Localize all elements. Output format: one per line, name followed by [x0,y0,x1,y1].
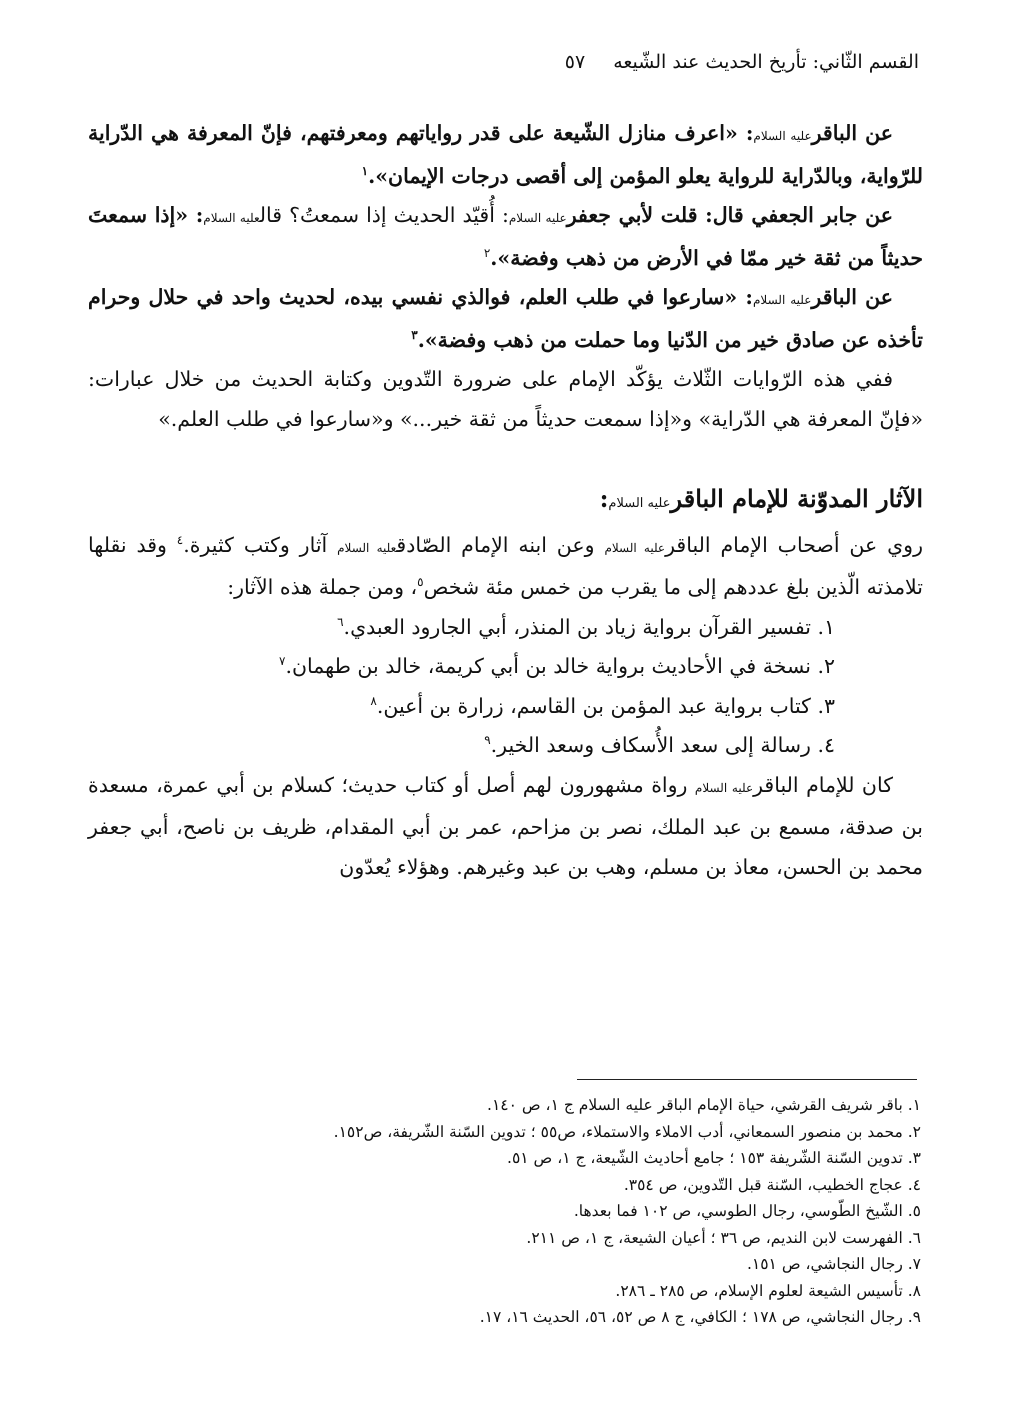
section-heading [88,479,923,524]
list-item-text: ٢. نسخة في الأحاديث برواية خالد بن أبي كريمة، خالد بن طهمان. [285,654,835,678]
footnote-divider [577,1079,917,1080]
list-item [88,608,923,648]
p1-prefix: عن الباقر [811,121,893,145]
header-title: القسم الثّاني: تأريخ الحديث عند الشّيعه [613,51,919,73]
footnote-3: ٣. تدوين السّنة الشّريفة ١٥٣ ؛ جامع أحاديث الشّيعة، ج ١، ص ٥١. [507,1149,921,1167]
list-item [88,647,923,687]
p3-prefix: عن الباقر [811,285,894,309]
footnote-ref-5[interactable]: ٥ [417,575,424,590]
footnote-ref-1[interactable]: ١ [361,163,369,178]
footnote-1: ١. باقر شريف القرشي، حياة الإمام الباقر عليه السلام ج ١، ص ١٤٠. [487,1096,921,1114]
honorific-icon: عليه السلام [608,496,671,511]
section-intro [88,526,923,608]
p1-quote: : «اعرف منازل الشّيعة على قدر رواياتهم ومعرفتهم، فإنّ المعرفة هي الدّراية للرّواية، وبالدّراية للرواية يعلو المؤمن إلى أقصى درجات الإيمان». [88,121,923,188]
footnote-4: ٤. عجاج الخطيب، السّنة قبل التّدوين، ص ٣٥٤. [623,1175,921,1194]
list-item-text: ٤. رسالة إلى سعد الأُسكاف وسعد الخير. [490,733,835,757]
intro-part-d: وقد نقلها تلامذته الّذين بلغ عددهم إلى ما يقرب من خمس مئة شخص [88,532,923,599]
footnote-ref-4[interactable]: ٤ [176,532,184,547]
footnote-ref-6[interactable]: ٦ [337,614,344,629]
paragraph-4: ففي هذه الرّوايات الثّلاث يؤكّد الإمام على ضرورة التّدوين وكتابة الحديث من خلال عبارات: «فإنّ المعرفة هي الدّراية» و«إذا سمعت حديثاً من ثقة خير...» و«سارعوا في طلب العلم.» [88,367,923,431]
honorific-icon: عليه السلام [508,211,567,225]
footnote-6: ٦. الفهرست لابن النديم، ص ٣٦ ؛ أعيان الشيعة، ج ١، ص ٢١١. [526,1228,921,1247]
footnote-ref-3[interactable]: ٣ [411,327,418,342]
p2-mid: : أُقيّد الحديث إذا سمعتُ؟ قال [259,203,509,227]
paragraph-2 [88,196,923,278]
list-item-text: ١. تفسير القرآن برواية زياد بن المنذر، أبي الجارود العبدي. [343,614,835,639]
list-item-text: ٣. كتاب برواية عبد المؤمن بن القاسم، زرارة بن أعين. [376,693,835,718]
intro-part-e: ، ومن جملة هذه الآثار: [227,575,418,599]
honorific-icon: عليه السلام [604,540,666,555]
list-item [88,726,923,766]
honorific-icon: عليه السلام [337,540,397,555]
heading-text: الآثار المدوّنة للإمام الباقر [670,484,923,513]
intro-part-b: وعن ابنه الإمام الصّادق [396,532,605,557]
footnote-ref-8[interactable]: ٨ [370,693,377,708]
heading-suffix: : [599,484,609,513]
main-text [88,114,923,887]
intro-part-c: آثار وكتب كثيرة. [183,532,338,557]
running-header [90,42,919,82]
p2-quote: : «إذا سمعتَ حديثاً من ثقة خير ممّا في الأرض من ذهب وفضة». [88,203,923,270]
footnote-ref-7[interactable]: ٧ [279,654,286,669]
footnotes-section [88,1092,921,1331]
honorific-icon: عليه السلام [203,211,260,225]
footnote-8: ٨. تأسيس الشيعة لعلوم الإسلام، ص ٢٨٥ ـ ٢٨٦. [615,1281,921,1300]
footnote-9: ٩. رجال النجاشي، ص ١٧٨ ؛ الكافي، ج ٨ ص ٥٢، ٥٦، الحديث ١٦، ١٧. [479,1308,921,1326]
closing-part-b: رواة مشهورون لهم أصل أو كتاب حديث؛ كسلام بن أبي عمرة، مسعدة بن صدقة، مسمع بن عبد الملك، نصر بن مزاحم، عمر بن أبي المقدام، ظريف بن ناصح، أبي جعفر محمد بن الحسن، معاذ بن مسلم، وهب بن عبد وغيرهم. وهؤلاء يُعدّون [88,772,923,879]
footnote-ref-9[interactable]: ٩ [484,733,491,748]
intro-part-a: روي عن أصحاب الإمام الباقر [665,532,923,557]
footnote-7: ٧. رجال النجاشي، ص ١٥١. [746,1255,921,1273]
honorific-icon: عليه السلام [753,129,812,143]
footnote-ref-2[interactable]: ٢ [483,245,491,260]
honorific-icon: عليه السلام [753,293,812,307]
footnote-5: ٥. الشّيخ الطّوسي، رجال الطوسي، ص ١٠٢ فما بعدها. [573,1202,921,1220]
closing-part-a: كان للإمام الباقر [753,772,893,797]
paragraph-3 [88,278,923,360]
footnote-2: ٢. محمد بن منصور السمعاني، أدب الاملاء والاستملاء، ص٥٥ ؛ تدوين السّنة الشّريفة، ص١٥٢. [333,1122,921,1141]
paragraph-1 [88,114,923,196]
p2-prefix: عن جابر الجعفي قال: قلت لأبي جعفر [566,203,893,227]
list-item [88,687,923,727]
page-number: ٥٧ [564,51,586,73]
closing-paragraph [88,766,923,888]
honorific-icon: عليه السلام [694,780,754,795]
p3-quote: : «سارعوا في طلب العلم، فوالذي نفسي بيده، لحديث واحد في حلال وحرام تأخذه عن صادق خير من الدّنيا وما حملت من ذهب وفضة». [88,285,923,352]
